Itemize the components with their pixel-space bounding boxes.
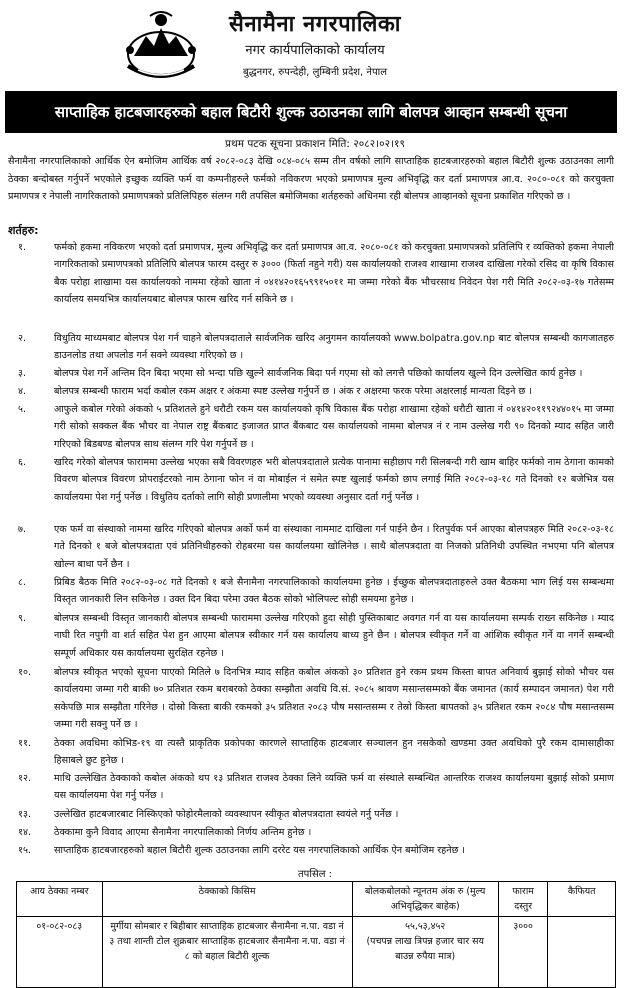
condition-number: ३.: [18, 368, 27, 379]
condition-number: ९.: [18, 613, 27, 624]
condition-item: [8, 574, 618, 609]
condition-number: १.: [18, 242, 27, 253]
municipality-name: सैनामैना नगरपालिका: [229, 12, 401, 37]
publication-date: प्रथम पटक सूचना प्रकाशन मिति: २०८२।०२।१९: [225, 138, 405, 150]
condition-item: [8, 521, 618, 573]
terms-heading: शर्तहरु:: [8, 224, 39, 237]
condition-number: ७.: [18, 524, 27, 535]
condition-text: प्रिबिड बैठक मिति २०८२-०३-०८ गते दिनको १ बजे सैनामैना नगरपालिकाको कार्यालयमा हुनेछ । ईच्छुक बोलपत्रदाताहरुले उक्त बैठकमा भाग लिई यस सम्बन्धमा विस्तृत जानकारी लिन सकिनेछ । उक्त दिन बिदा परेमा उक्त बैठक सोको भोलिपल्ट सोही समयमा हुनेछ ।: [54, 577, 614, 606]
condition-text: एक फर्म वा संस्थाको नाममा खरिद गरिएको बोलपत्र अर्को फर्म वा संस्थाका नाममाट दाखिला गर्न पाईने छैन । रितपुर्वक पर्न आएका बोलपत्रहरु मिति २०८२-०३-१८ गते दिनको १ बजे बोलपत्रदाता एवं प्रतिनिधीहरुको रोहबरमा यस कार्यालयमा खोलिनेछ । साथै बोलपत्रदाता वा निजको प्रतिनिधी उपस्थित नभएमा पनि बोलपत्र खोल्न बाधा पर्ने छैन ।: [54, 524, 614, 570]
condition-item: [8, 770, 618, 805]
condition-number: २.: [18, 333, 27, 344]
form-fee: ३०००: [498, 917, 548, 988]
condition-number: ५.: [18, 404, 27, 415]
condition-text: बोलपत्र स्वीकृत भएको सूचना पाएको मितिले ७ दिनभित्र म्याद सहित कबोल अंकको ३० प्रतिशत हुने रकम प्रथम किस्ता बापत अनिवार्य बुझाई सोको भौचर यस कार्यालयमा जम्मा गरी बाकी ७० प्रतिशत रकम बराबरको ठेक्का सम्झौता अवधि वि.सं. २०८५ श्रावण मसान्तसम्मको बैंक जमानत (कार्य सम्पादन जमानत) पेश गरी सकेपछि मात्र सम्झौता गरिनेछ । दोस्रो किस्ता बाकी रकमको ३५ प्रतिशत २०८३ पौष मसान्तसम्म र तेस्रो किस्ता बापतको ३५ प्रतिशत रकम २०८४ पौष मसान्तसम्म जम्मा गरी सक्नु पर्ने छ ।: [54, 667, 614, 731]
condition-text: खरिद गरेको बोलपत्र फाराममा उल्लेख भएका सबै विवरणहरु भरी बोलपत्रदाताले प्रत्येक पानामा सहीछाप गरी सिलबन्दी गरी खाम बाहिर फर्मको नाम ठेगाना कामको विवरण बोलपत्र विवरण प्रोपराईटरको नाम ठेगाना फोन नं वा मोबाईल नं समेत स्पष्ट खुलाई फर्मको छाप लगाई मिति २०८२-०३-१८ गते दिनको १२ बजेभित्र यस कार्यालयमा पेश गर्नु पर्नेछ । विधुतिय दर्ताको लागि सोही प्रणालीमा भएको व्यवस्था अनुसार दर्ता गर्नु पर्नेछ ।: [54, 457, 614, 503]
condition-number: ६.: [18, 457, 27, 468]
column-header-amount: बोलकबोलको न्यूनतम अंक रु (मुल्य अभिवृद्धिकर बाहेक): [352, 882, 498, 917]
letterhead: [200, 10, 430, 84]
condition-item: [8, 610, 618, 662]
remarks: [548, 917, 616, 988]
condition-text: बोलपत्र सम्बन्धी विस्तृत जानकारी बोलपत्र सम्बन्धी फाराममा उल्लेख गरिएको हुदा सोही पुस्तिकाबाट अवगत गर्न वा यस कार्यालयमा सम्पर्क राख्न सकिनेछ । म्याद नाघी रित नपुगी वा शर्त सहित पेश हुन आएमा बोलपत्र स्वीकार गर्न यस कार्यालय बाध्य हुने छैन । बोलपत्र स्वीकृत गर्ने वा आंशिक स्वीकृत गर्ने वा नगर्ने सम्बन्धी सम्पूर्ण अधिकार यस कार्यालयमा सुरक्षित रहनेछ ।: [54, 613, 614, 659]
column-header-fee: फाराम दस्तुर: [498, 882, 548, 917]
condition-item: [8, 664, 618, 734]
minimum-amount-cell: [352, 917, 498, 988]
column-header-number: आय ठेक्का नम्बर: [17, 882, 103, 917]
condition-text: ठेक्का अवधिमा कोभिड-१९ वा त्यस्तै प्राकृतिक प्रकोपका कारणले साप्ताहिक हाटबजार सञ्चालन हुन नसकेको खण्डमा उक्त अवधिको पुरै रकम दामासाहीका हिसाबले छुट हुनेछ ।: [54, 738, 614, 767]
condition-text: आफुले कबोल गरेको अंकको ५ प्रतिशतले हुने धरौटी रकम यस कार्यालयको कृषि विकास बैंक परोहा शाखामा रहेको धरौटी खाता नं ०४१४२०११९२४४०१५ मा जम्मा गरी सोको सक्कल बैंक भौचर वा नेपाल राष्ट्र बैंकबाट इजाजत प्राप्त बैंकबाट यस कार्यालयको नाममा बोलपत्र नं र नाम उल्लेख गरी ९० दिनको म्याद सहित जारी गरिएको बिडबण्ड बोलपत्र साथ संलग्न गरि पेश गर्नुपर्ने छ ।: [54, 404, 614, 450]
contract-type: मुर्गीया सोमबार र बिहीबार साप्ताहिक हाटबजार सैनामैना न.पा. वडा नं ३ तथा शान्ती टोल शुक्रबार साप्ताहिक हाटबजार सैनामैना न.पा. वडा नं ८ को बहाल बिटौरी शुल्क: [102, 917, 352, 988]
condition-text: विधुतिय माध्यमबाट बोलपत्र पेश गर्न चाहने बोलपत्रदाताले सार्वजनिक खरिद अनुगमन कार्यालयको www.bolpatra.gov.np बाट बोलपत्र सम्बन्धी कागजातहरु डाउनलोड तथा अपलोड गर्न सक्ने व्यवस्था गरिएको छ ।: [54, 333, 614, 362]
table-header-row: [17, 882, 616, 917]
minimum-amount: ५५,५३,४५२: [405, 921, 446, 932]
condition-number: १४.: [18, 827, 32, 838]
notice-title-banner: साप्ताहिक हाटबजारहरुको बहाल बिटौरी शुल्क उठाउनका लागि बोलपत्र आव्हान सम्बन्धी सूचना: [6, 92, 616, 132]
condition-number: ११.: [18, 738, 32, 749]
condition-item: [8, 454, 618, 506]
schedule-table: [16, 881, 616, 988]
condition-item: [8, 365, 618, 382]
condition-item: [8, 239, 618, 309]
condition-item: [8, 401, 618, 453]
condition-item: [8, 824, 618, 841]
column-header-type: ठेक्काको किसिम: [102, 882, 352, 917]
office-address: बुद्धनगर, रुपन्देही, लुम्बिनी प्रदेश, नेपाल: [242, 67, 388, 78]
condition-item: [8, 330, 618, 365]
minimum-amount-words: (पचपन्न लाख त्रिपन्न हजार चार सय बाउन्न रुपैया मात्र): [366, 936, 484, 962]
table-row: [17, 917, 616, 988]
office-name: नगर कार्यपालिकाको कार्यालय: [245, 43, 385, 58]
condition-item: [8, 806, 618, 823]
condition-number: १५.: [18, 845, 32, 856]
condition-text: उल्लेखित हाटबजारबाट निस्किएको फोहोरमैलाको व्यवस्थापन स्वीकृत बोलपत्रदाता स्वयंले गर्नु पर्नेछ ।: [54, 809, 399, 820]
condition-number: १२.: [18, 773, 32, 784]
condition-number: १०.: [18, 667, 32, 678]
schedule-heading: तपसिल :: [297, 869, 333, 880]
condition-number: १३.: [18, 809, 32, 820]
nepal-emblem-icon: [120, 10, 202, 80]
condition-text: ठेक्कामा कुनै विवाद आएमा सैनामैना नगरपालिकाको निर्णय अन्तिम हुनेछ ।: [54, 827, 312, 838]
condition-number: ४.: [18, 386, 27, 397]
condition-text: साप्ताहिक हाटबजारहरुको बहाल बिटौरी शुल्क उठाउनका लागि दररेट यस नगरपालिकाको आर्थिक ऐन बमोजिम रहनेछ ।: [54, 845, 465, 856]
condition-text: बोलपत्र पेश गर्ने अन्तिम दिन बिदा भएमा सो भन्दा पछि खुल्ने सार्वजनिक बिदा पर्न गएमा सो को लगत्तै पछिको कार्यालय खुल्ने दिन उल्लेखित कार्य हुनेछ ।: [54, 368, 583, 379]
contract-number: ०१-०८२-०८३: [17, 917, 103, 988]
column-header-remarks: कैफियत: [548, 882, 616, 917]
condition-number: ८.: [18, 577, 27, 588]
condition-item: [8, 383, 618, 400]
condition-text: बोलपत्र सम्बन्धी फाराम भर्दा कबोल रकम अक्षर र अंकमा स्पष्ट उल्लेख गर्नुपर्ने छ । अंक र अक्षरमा फरक परेमा अक्षरलाई मान्यता दिइने छ ।: [54, 386, 532, 397]
condition-item: [8, 842, 618, 859]
condition-text: फर्मको हकमा नविकरण भएको दर्ता प्रमाणपत्र, मुल्य अभिवृद्धि कर दर्ता प्रमाणपत्र आ.व. २०८०-०८१ को करचुक्ता प्रमाणपत्रको प्रतिलिपि र व्यक्तिको हकमा नेपाली नागरिकताको प्रमाणपत्रको प्रतिलिपि बोलपत्र फारम दस्तुर रु ३००० (फिर्ता नहुने गरी) यस कार्यालयको राजश्व शाखामा राजश्व दाखिला गरेको रसिद वा कृषि विकास बैक परोहा शाखामा यस कार्यालयको नाममा रहेको खाता नं ०४१४२०१६५९९१५०११ मा जम्मा गरेको बैंक भौचरसाथ निवेदन पेश गरी मिति २०८२-०३-१७ गतेसम्म कार्यालय समयभित्र कार्यालयबाट बोलपत्र फारम खरिद गर्न सकिने छ ।: [54, 242, 614, 306]
condition-text: माथि उल्लेखित ठेक्काको कबोल अंकको थप १३ प्रतिशत राजश्व ठेक्का लिने व्यक्ति फर्म वा संस्थाले सम्बन्धित आन्तरिक राजश्व कार्यालयमा बुझाई सोको प्रमाण यस कार्यालयमा पेश गर्नु पर्नेछ ।: [54, 773, 614, 802]
condition-item: [8, 735, 618, 770]
intro-paragraph: सैनामैना नगरपालिकाको आर्थिक ऐन बमोजिम आर्थिक वर्ष २०८२-०८३ देखि ०८४-०८५ सम्म तीन वर्षको लागि साप्ताहिक हाटबजारहरुको बहाल बिटौरी शुल्क उठाउनका लागी ठेक्का बन्दोबस्त गर्नुपर्ने भएकोले इच्छुक व्यक्ति फर्म वा कम्पनीहरुले फर्मको नविकरण भएको प्रमाणपत्र मुल्य अभिवृद्धि कर दर्ता प्रमाणपत्र आ.व. २०८०-०८१ को करचुक्ता प्रमाणपत्र र नेपाली नागरिकताको प्रमाणपत्रको प्रतिलिपिहरु संलग्न गरी तपसिल बमोजिमका शर्तहरुको अधिनमा रही बोलपत्र आव्हानको सूचना प्रकाशित गरिएको छ ।: [8, 156, 614, 203]
